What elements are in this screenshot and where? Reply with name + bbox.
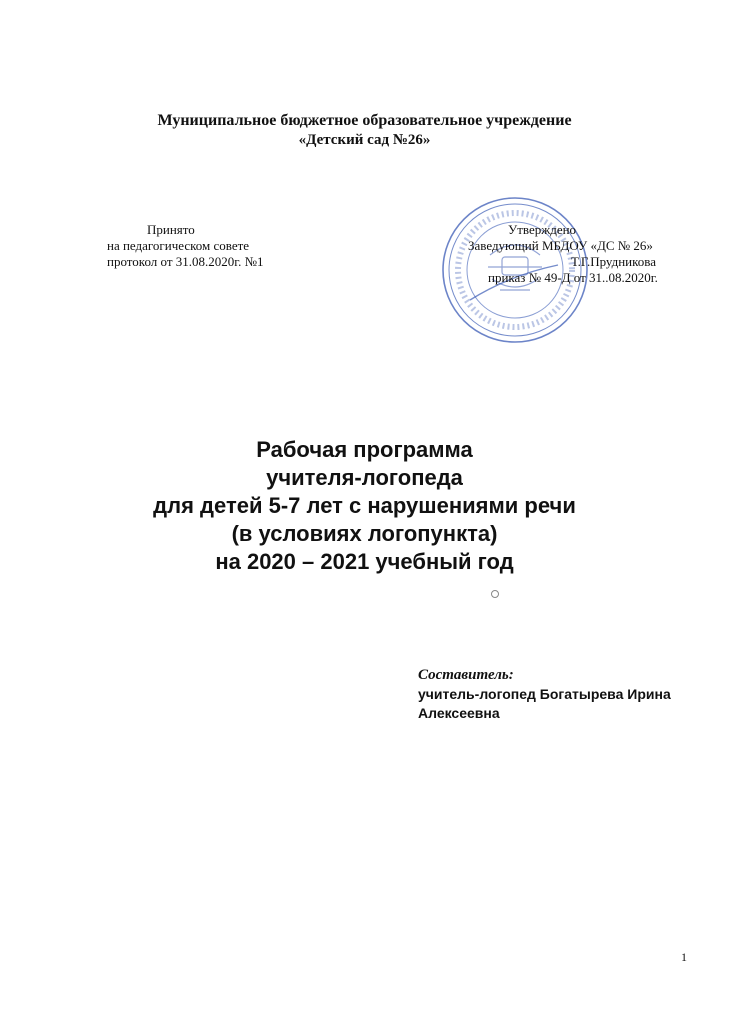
approved-title: Утверждено bbox=[508, 222, 577, 237]
program-title bbox=[0, 436, 729, 576]
author-name-line-1: учитель-логопед Богатырева Ирина bbox=[418, 686, 671, 702]
institution-name: Муниципальное бюджетное образовательное учреждение bbox=[157, 112, 572, 129]
author-caption: Составитель: bbox=[418, 667, 514, 683]
accepted-protocol: протокол от 31.08.2020г. №1 bbox=[107, 254, 264, 269]
approved-order: приказ № 49-Д от 31..08.2020г. bbox=[488, 270, 658, 285]
page-number: 1 bbox=[681, 950, 687, 964]
program-line-3: для детей 5-7 лет с нарушениями речи bbox=[153, 493, 576, 518]
kindergarten-name: «Детский сад №26» bbox=[298, 132, 431, 148]
accepted-council: на педагогическом совете bbox=[107, 238, 250, 253]
scan-speck bbox=[491, 590, 499, 598]
program-line-2: учителя-логопеда bbox=[266, 465, 463, 490]
accepted-block bbox=[107, 222, 264, 270]
program-line-4: (в условиях логопункта) bbox=[231, 521, 498, 546]
author-block bbox=[418, 666, 671, 723]
program-line-1: Рабочая программа bbox=[256, 437, 473, 462]
approved-block bbox=[468, 222, 698, 286]
accepted-title: Принято bbox=[147, 222, 195, 237]
approved-signatory: Т.Г.Прудникова bbox=[571, 254, 657, 269]
approved-position: Заведующий МБДОУ «ДС № 26» bbox=[468, 238, 653, 253]
program-line-5: на 2020 – 2021 учебный год bbox=[215, 549, 514, 574]
author-name-line-2: Алексеевна bbox=[418, 705, 500, 721]
